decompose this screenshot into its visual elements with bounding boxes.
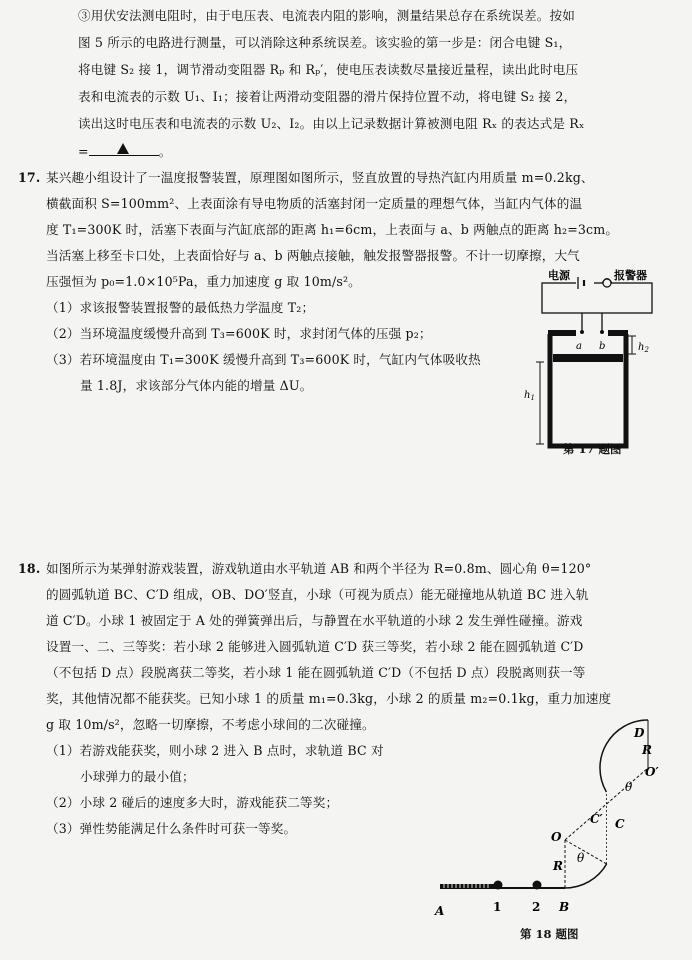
label-A: A xyxy=(435,904,445,918)
q18-line-2: 的圆弧轨道 BC、C′D 组成，OB、DO′竖直，小球（可视为质点）能无碰撞地从轨道 BC 进入轨 xyxy=(46,587,589,602)
q17-sub-2: （2）当环境温度缓慢升高到 T₃=600K 时，求封闭气体的压强 p₂； xyxy=(46,326,432,341)
stop-right xyxy=(608,330,628,336)
label-C: C xyxy=(615,817,625,831)
contact-a-label: a xyxy=(576,341,582,352)
answer-equals: = xyxy=(78,144,89,159)
label-R-upper: R xyxy=(642,743,652,757)
q16-line-3: 将电键 S₂ 接 1，调节滑动变阻器 Rₚ 和 Rₚ′，使电压表读数尽量接近量程，读出此时电压 xyxy=(78,62,579,77)
q18-line-5: （不包括 D 点）段脱离获二等奖，若小球 1 能在圆弧轨道 C′D（不包括 D 点）段脱离则获一等 xyxy=(46,665,586,680)
q16-line-4: 表和电流表的示数 U₁、I₁；接着让两滑动变阻器的滑片保持位置不动，将电键 S₂ 接 2， xyxy=(78,89,577,104)
q17-line-4: 当活塞上移至卡口处，上表面恰好与 a、b 两触点接触，触发报警器报警。不计一切摩擦，大气 xyxy=(46,248,580,263)
q17-sub-3: （3）若环境温度由 T₁=300K 缓慢升高到 T₃=600K 时，气缸内气体吸收热 xyxy=(46,352,481,367)
label-O: O xyxy=(551,830,562,844)
q18-line-1: 如图所示为某弹射游戏装置，游戏轨道由水平轨道 AB 和两个半径为 R=0.8m、圆心角 θ=120° xyxy=(46,561,592,576)
q16-line-2: 图 5 所示的电路进行测量，可以消除这种系统误差。该实验的第一步是：闭合电键 S₁， xyxy=(78,35,572,50)
q18-sub-1: （1）若游戏能获奖，则小球 2 进入 B 点时，求轨道 BC 对 xyxy=(46,743,384,758)
q17-line-2: 横截面积 S=100mm²、上表面涂有导电物质的活塞封闭一定质量的理想气体，当缸内气体的温 xyxy=(46,196,583,211)
arc-bc xyxy=(565,864,607,888)
alarm-label: 报警器 xyxy=(614,269,647,282)
ball-1 xyxy=(494,881,503,890)
q17-sub-3-cont: 量 1.8J，求该部分气体内能的增量 ΔU。 xyxy=(80,378,313,393)
contact-b-label: b xyxy=(599,341,606,352)
label-R-lower: R xyxy=(553,859,563,873)
label-ball-1: 1 xyxy=(493,900,502,914)
q17-figure-caption: 第 17 题图 xyxy=(563,442,622,456)
q18-figure-caption: 第 18 题图 xyxy=(520,927,579,941)
label-theta-lower: θ xyxy=(577,851,585,865)
q18-number: 18. xyxy=(18,561,41,576)
label-theta-upper: θ xyxy=(625,780,633,794)
q18-line-6: 奖，其他情况都不能获奖。已知小球 1 的质量 m₁=0.3kg，小球 2 的质量 m₂=0.1kg，重力加速度 xyxy=(46,691,612,706)
q18-sub-1-cont: 小球弹力的最小值； xyxy=(80,769,195,784)
cylinder-wall xyxy=(550,334,626,446)
triangle-marker-icon xyxy=(117,143,129,154)
q17-line-3: 度 T₁=300K 时，活塞下表面与汽缸底部的距离 h₁=6cm，上表面与 a、b 两触点的距离 h₂=3cm。 xyxy=(46,222,619,237)
label-O-prime: O′ xyxy=(645,765,659,779)
q16-line-1: ③用伏安法测电阻时，由于电压表、电流表内阻的影响，测量结果总存在系统误差。按如 xyxy=(78,8,576,23)
answer-suffix: 。 xyxy=(158,144,172,159)
answer-blank[interactable] xyxy=(89,143,159,156)
q17-number: 17. xyxy=(18,170,41,185)
h1-label: $h_1$ xyxy=(524,390,535,402)
circuit-loop xyxy=(542,283,652,313)
q17-figure xyxy=(520,268,670,468)
label-C-prime: C′ xyxy=(590,812,603,826)
q17-line-5: 压强恒为 p₀=1.0×10⁵Pa，重力加速度 g 取 10m/s²。 xyxy=(46,274,361,289)
q18-line-3: 道 C′D。小球 1 被固定于 A 处的弹簧弹出后，与静置在水平轨道的小球 2 发生弹性碰撞。游戏 xyxy=(46,613,583,628)
label-D: D xyxy=(634,726,645,740)
ball-2 xyxy=(533,881,542,890)
stop-left xyxy=(548,330,576,336)
q17-line-1: 某兴趣小组设计了一温度报警装置，原理图如图所示，竖直放置的导热汽缸内用质量 m=0.2kg、 xyxy=(46,170,594,185)
q16-line-5: 读出这时电压表和电流表的示数 U₂、I₂。由以上记录数据计算被测电阻 Rₓ 的表达式是 Rₓ xyxy=(78,116,585,131)
piston xyxy=(553,354,623,362)
q17-sub-1: （1）求该报警装置报警的最低热力学温度 T₂； xyxy=(46,300,315,315)
q18-figure xyxy=(432,725,682,925)
q18-line-4: 设置一、二、三等奖：若小球 2 能够进入圆弧轨道 C′D 获三等奖，若小球 2 能在圆弧轨道 C′D xyxy=(46,639,584,654)
q18-line-7: g 取 10m/s²，忽略一切摩擦，不考虑小球间的二次碰撞。 xyxy=(46,717,375,732)
q18-sub-3: （3）弹性势能满足什么条件时可获一等奖。 xyxy=(46,821,297,836)
h2-label: $h_2$ xyxy=(638,342,649,354)
power-label: 电源 xyxy=(548,269,570,282)
q16-answer-line xyxy=(78,143,171,159)
label-ball-2: 2 xyxy=(532,900,541,914)
label-B: B xyxy=(559,900,570,914)
q18-sub-2: （2）小球 2 碰后的速度多大时，游戏能获二等奖； xyxy=(46,795,339,810)
